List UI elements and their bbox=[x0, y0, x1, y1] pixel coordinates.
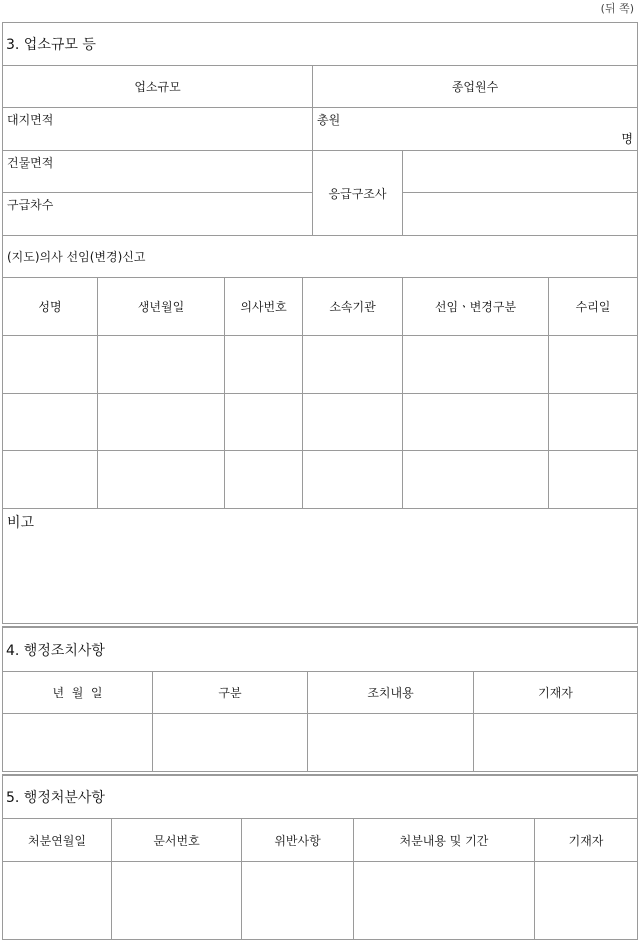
table-cell[interactable] bbox=[111, 861, 242, 940]
doctor-col-birth-text: 생년월일 bbox=[137, 300, 185, 314]
table-cell[interactable] bbox=[402, 393, 549, 451]
penalty-col-content-text: 처분내용 및 기간 bbox=[399, 833, 489, 848]
table-cell[interactable] bbox=[224, 450, 303, 509]
action-col-date-text: 년 월 일 bbox=[52, 686, 103, 700]
table-cell[interactable] bbox=[534, 861, 638, 940]
table-cell[interactable] bbox=[307, 713, 474, 772]
doctor-col-accepted bbox=[548, 277, 638, 336]
action-col-recorder bbox=[473, 671, 638, 714]
scale-header bbox=[2, 65, 313, 108]
remarks-label: 비고 bbox=[7, 515, 35, 531]
table-cell[interactable] bbox=[402, 450, 549, 509]
total-staff-label: 총원 bbox=[317, 113, 341, 127]
doctor-col-affiliation-text: 소속기관 bbox=[329, 300, 376, 314]
table-cell[interactable] bbox=[2, 335, 98, 394]
table-cell[interactable] bbox=[302, 335, 403, 394]
action-col-recorder-text: 기재자 bbox=[538, 686, 573, 700]
table-cell[interactable] bbox=[2, 861, 112, 940]
scale-header-text: 업소규모 bbox=[134, 80, 181, 94]
table-cell[interactable] bbox=[353, 861, 535, 940]
penalty-col-docno bbox=[111, 818, 242, 862]
section-3-title-text: 3. 업소규모 등 bbox=[6, 37, 96, 53]
total-staff-cell[interactable] bbox=[312, 107, 638, 151]
doctor-col-accepted-text: 수리일 bbox=[575, 300, 611, 314]
table-cell[interactable] bbox=[302, 450, 403, 509]
section-4-title-text: 4. 행정조치사항 bbox=[6, 642, 105, 659]
penalty-col-docno-text: 문서번호 bbox=[153, 833, 200, 848]
action-col-content-text: 조치내용 bbox=[367, 686, 414, 700]
table-cell[interactable] bbox=[302, 393, 403, 451]
table-cell[interactable] bbox=[2, 450, 98, 509]
penalty-col-violation bbox=[241, 818, 354, 862]
table-cell[interactable] bbox=[548, 450, 638, 509]
table-cell[interactable] bbox=[241, 861, 354, 940]
building-area-label: 건물면적 bbox=[7, 156, 54, 170]
table-cell[interactable] bbox=[548, 393, 638, 451]
doctor-col-license-text: 의사번호 bbox=[240, 300, 287, 314]
penalty-col-recorder-text: 기재자 bbox=[568, 833, 604, 848]
table-cell[interactable] bbox=[402, 335, 549, 394]
remarks-cell[interactable] bbox=[2, 508, 638, 624]
action-col-category-text: 구분 bbox=[218, 686, 242, 700]
table-cell[interactable] bbox=[97, 450, 225, 509]
penalty-col-date-text: 처분연월일 bbox=[28, 833, 86, 848]
table-cell[interactable] bbox=[2, 713, 153, 772]
staff-header bbox=[312, 65, 638, 108]
table-cell[interactable] bbox=[97, 335, 225, 394]
section-4-title bbox=[2, 627, 638, 672]
section-3-title bbox=[2, 22, 638, 66]
doctor-report-title-text: (지도)의사 선임(변경)신고 bbox=[7, 250, 146, 264]
table-cell[interactable] bbox=[548, 335, 638, 394]
action-col-category bbox=[152, 671, 308, 714]
action-col-content bbox=[307, 671, 474, 714]
penalty-col-content bbox=[353, 818, 535, 862]
land-area-label: 대지면적 bbox=[7, 113, 54, 127]
section-5-title bbox=[2, 775, 638, 819]
ambulance-label: 구급차수 bbox=[7, 198, 54, 212]
table-cell[interactable] bbox=[224, 393, 303, 451]
doctor-col-type-text: 선임ㆍ변경구분 bbox=[434, 300, 517, 314]
penalty-col-violation-text: 위반사항 bbox=[274, 833, 321, 848]
doctor-col-license bbox=[224, 277, 303, 336]
land-area-cell[interactable] bbox=[2, 107, 313, 151]
doctor-col-name bbox=[2, 277, 98, 336]
section-5-title-text: 5. 행정처분사항 bbox=[6, 790, 105, 806]
first-aid-label: 응급구조사 bbox=[328, 186, 387, 201]
page-side-note: (뒤 쪽) bbox=[600, 2, 634, 15]
table-cell[interactable] bbox=[224, 335, 303, 394]
doctor-col-birth bbox=[97, 277, 225, 336]
table-cell[interactable] bbox=[152, 713, 308, 772]
doctor-report-title bbox=[2, 235, 638, 278]
first-aid-value-1[interactable] bbox=[402, 150, 638, 193]
table-cell[interactable] bbox=[473, 713, 638, 772]
doctor-col-name-text: 성명 bbox=[38, 300, 62, 314]
building-area-cell[interactable] bbox=[2, 150, 313, 193]
table-cell[interactable] bbox=[2, 393, 98, 451]
staff-unit: 명 bbox=[621, 132, 633, 146]
staff-header-text: 종업원수 bbox=[451, 80, 499, 94]
doctor-col-type bbox=[402, 277, 549, 336]
penalty-col-recorder bbox=[534, 818, 638, 862]
ambulance-cell[interactable] bbox=[2, 192, 313, 236]
table-cell[interactable] bbox=[97, 393, 225, 451]
penalty-col-date bbox=[2, 818, 112, 862]
doctor-col-affiliation bbox=[302, 277, 403, 336]
first-aid-value-2[interactable] bbox=[402, 192, 638, 236]
action-col-date bbox=[2, 671, 153, 714]
first-aid-header bbox=[312, 150, 403, 236]
